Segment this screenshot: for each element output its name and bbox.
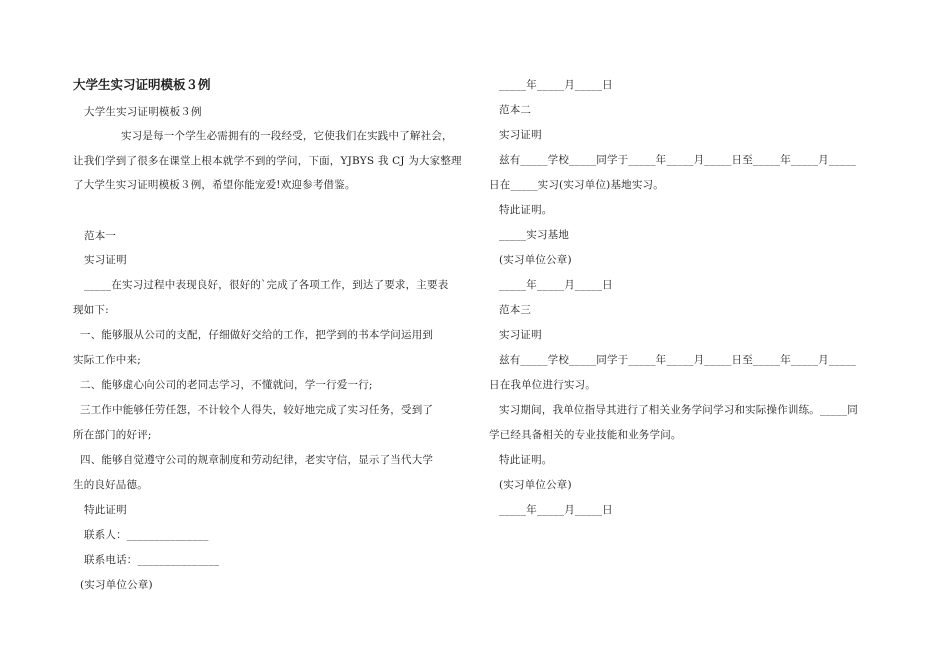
right-line-6: 特此证明。 (499, 204, 553, 216)
left-line-8: 现如下: (73, 304, 109, 316)
left-line-14: 四、能够自觉遵守公司的规章制度和劳动纪律，老实守信，显示了当代大学 (80, 454, 434, 466)
left-line-15: 生的良好品德。 (73, 479, 148, 491)
left-line-3: 让我们学到了很多在课堂上根本就学不到的学问，下面，YJBYS 我 CJ 为大家整理 (73, 155, 462, 167)
right-line-11: 实习证明 (499, 329, 542, 341)
right-line-7: _____实习基地 (499, 229, 570, 241)
left-line-17: 联系人：_______________ (84, 529, 209, 541)
left-line-4: 了大学生实习证明模板３例，希望你能宠爱!欢迎参考借鉴。 (73, 179, 356, 191)
right-line-8: (实习单位公章) (499, 254, 572, 266)
right-line-1: _____年_____月_____日 (499, 79, 613, 91)
left-line-18: 联系电话：_______________ (84, 554, 220, 566)
right-line-12: 兹有_____学校_____同学于_____年_____月_____日至_____年_____月_____ (499, 354, 857, 366)
right-line-4: 兹有_____学校_____同学于_____年_____月_____日至_____年_____月_____ (499, 154, 857, 166)
left-line-5: 范本一 (84, 230, 117, 242)
left-line-7: _____在实习过程中表现良好，很好的`完成了各项工作，到达了要求，主要表 (84, 279, 449, 291)
right-line-13: 日在我单位进行实习。 (489, 379, 596, 391)
right-line-10: 范本三 (499, 304, 532, 316)
left-line-13: 所在部门的好评; (73, 429, 152, 441)
right-line-5: 日在_____实习(实习单位)基地实习。 (489, 179, 664, 191)
left-line-9: 一、能够服从公司的支配，仔细做好交给的工作，把学到的书本学问运用到 (80, 329, 434, 341)
left-line-10: 实际工作中来; (73, 354, 141, 366)
left-line-12: 三工作中能够任劳任怨，不计较个人得失，较好地完成了实习任务，受到了 (80, 404, 434, 416)
left-line-19: (实习单位公章) (80, 579, 153, 591)
right-line-3: 实习证明 (499, 129, 542, 141)
left-line-11: 二、能够虚心向公司的老同志学习，不懂就问，学一行爱一行; (80, 379, 373, 391)
left-line-6: 实习证明 (84, 254, 127, 266)
document-title: 大学生实习证明模板３例 (73, 77, 211, 92)
right-line-14: 实习期间，我单位指导其进行了相关业务学问学习和实际操作训练。_____同 (499, 404, 858, 416)
left-line-1: 大学生实习证明模板３例 (84, 106, 202, 118)
left-line-16: 特此证明 (84, 504, 127, 516)
right-line-17: (实习单位公章) (499, 479, 572, 491)
right-line-18: _____年_____月_____日 (499, 504, 613, 516)
right-line-16: 特此证明。 (499, 454, 553, 466)
right-line-2: 范本二 (499, 104, 532, 116)
right-line-9: _____年_____月_____日 (499, 279, 613, 291)
right-line-15: 学已经具备相关的专业技能和业务学问。 (489, 429, 682, 441)
left-line-2: 实习是每一个学生必需拥有的一段经受，它使我们在实践中了解社会， (121, 130, 453, 142)
